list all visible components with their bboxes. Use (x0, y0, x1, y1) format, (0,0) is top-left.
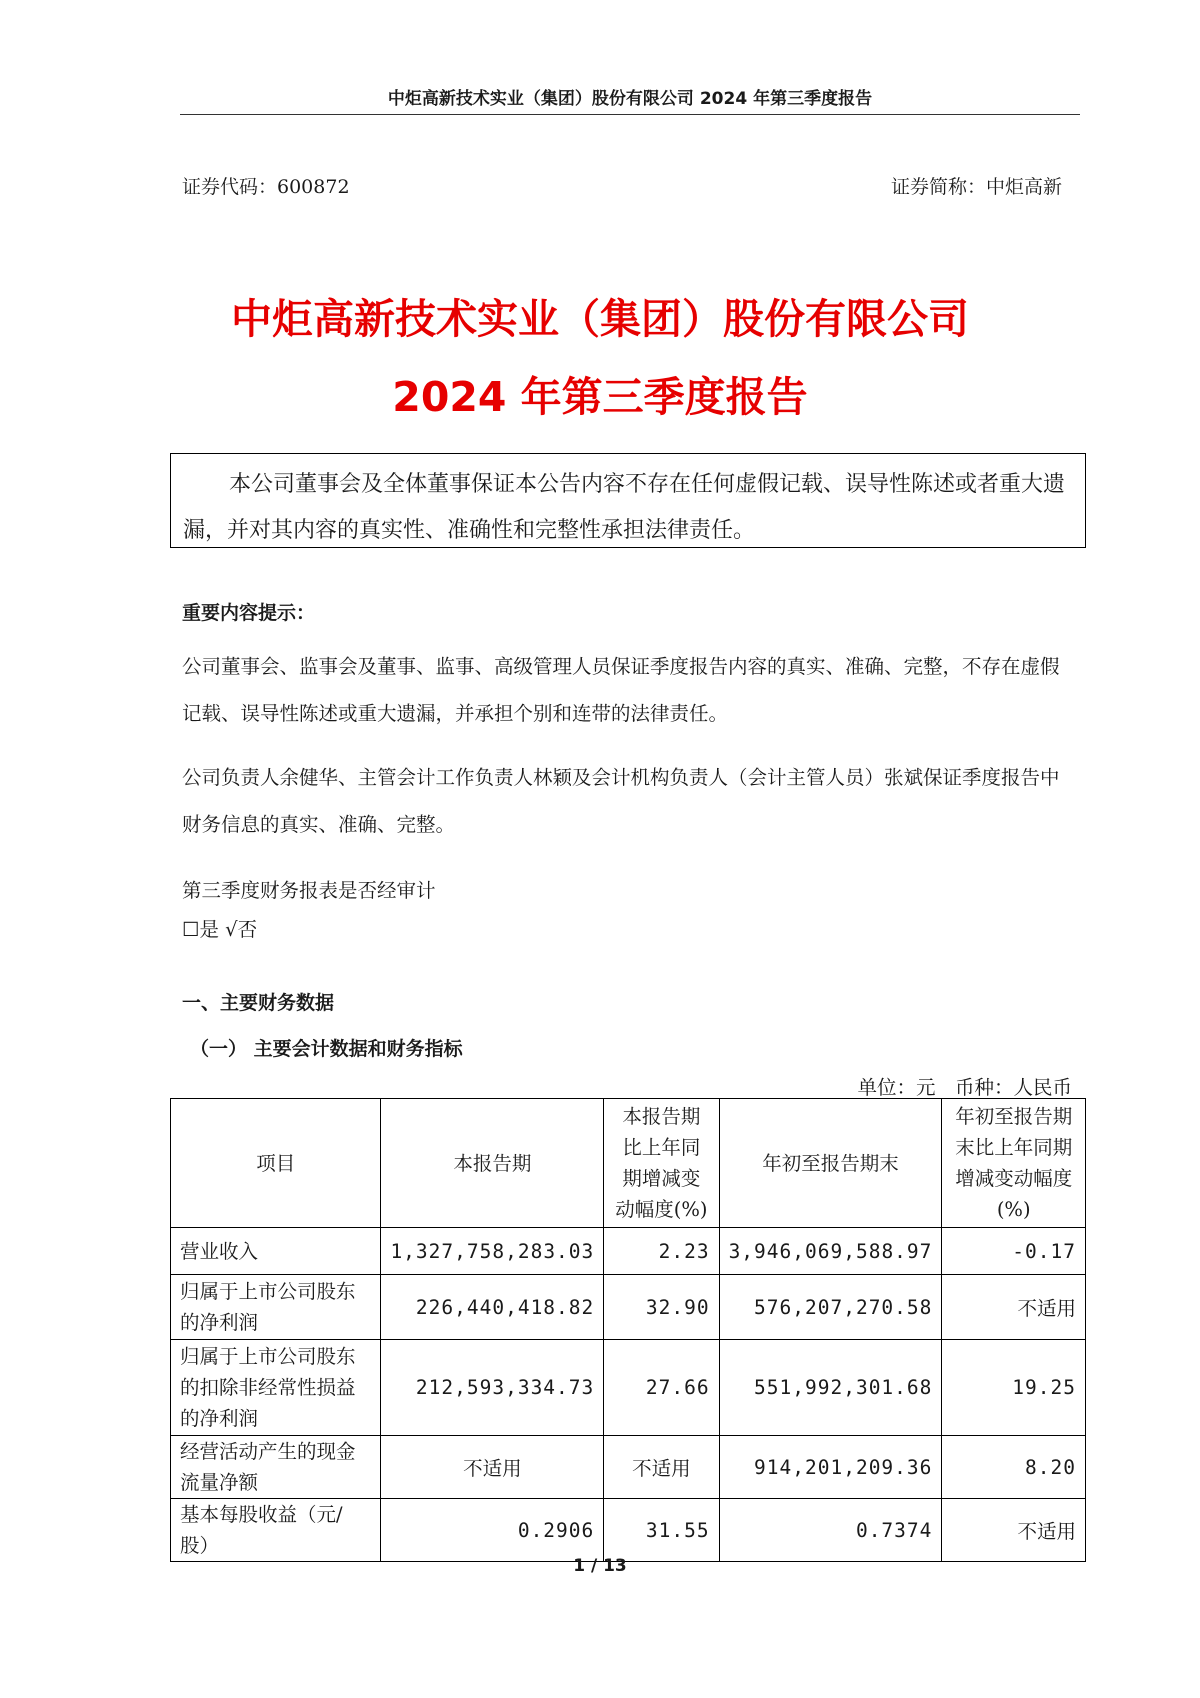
table-row (171, 1275, 1086, 1340)
current-period-value: 0.2906 (381, 1499, 604, 1562)
ytd-value: 0.7374 (719, 1499, 942, 1562)
security-abbreviation: 证券简称：中炬高新 (890, 176, 1062, 198)
table-row (171, 1499, 1086, 1562)
current-change-value: 27.66 (604, 1340, 719, 1436)
current-period-value: 1,327,758,283.03 (381, 1228, 604, 1275)
column-header-ytd: 年初至报告期末 (719, 1099, 942, 1228)
row-item: 归属于上市公司股东的扣除非经常性损益的净利润 (171, 1340, 381, 1436)
page-header: 中炬高新技术实业（集团）股份有限公司 2024 年第三季度报告 (180, 84, 1080, 115)
ytd-change-value: 8.20 (942, 1436, 1086, 1499)
row-item: 归属于上市公司股东的净利润 (171, 1275, 381, 1340)
page-number: 1 / 13 (573, 1556, 627, 1576)
table-row (171, 1228, 1086, 1275)
financial-data-table (170, 1098, 1086, 1562)
important-heading: 重要内容提示： (182, 602, 316, 624)
current-change-value: 31.55 (604, 1499, 719, 1562)
current-period-value: 226,440,418.82 (381, 1275, 604, 1340)
unit-currency-line: 单位：元 币种：人民币 (857, 1076, 1072, 1099)
table-row (171, 1436, 1086, 1499)
current-period-value: 212,593,334.73 (381, 1340, 604, 1436)
paragraph-responsible-persons: 公司负责人余健华、主管会计工作负责人林颖及会计机构负责人（会计主管人员）张斌保证季度报告中财务信息的真实、准确、完整。 (182, 766, 1060, 836)
column-header-current-change: 本报告期比上年同期增减变动幅度(%) (604, 1099, 719, 1228)
audit-question: 第三季度财务报表是否经审计 (182, 879, 436, 902)
ytd-value: 551,992,301.68 (719, 1340, 942, 1436)
ytd-change-value: 19.25 (942, 1340, 1086, 1436)
section-heading-financial-data: 一、主要财务数据 (182, 992, 335, 1014)
ytd-change-value: 不适用 (942, 1499, 1086, 1562)
column-header-item: 项目 (171, 1099, 381, 1228)
security-code: 证券代码：600872 (182, 176, 350, 198)
section-subheading-accounting-data: （一） 主要会计数据和财务指标 (190, 1038, 463, 1060)
report-title-line1: 中炬高新技术实业（集团）股份有限公司 (231, 295, 969, 343)
row-item: 基本每股收益（元/股） (171, 1499, 381, 1562)
row-item: 经营活动产生的现金流量净额 (171, 1436, 381, 1499)
ytd-change-value: 不适用 (942, 1275, 1086, 1340)
ytd-change-value: -0.17 (942, 1228, 1086, 1275)
row-item: 营业收入 (171, 1228, 381, 1275)
ytd-value: 914,201,209.36 (719, 1436, 942, 1499)
current-change-value: 32.90 (604, 1275, 719, 1340)
ytd-value: 576,207,270.58 (719, 1275, 942, 1340)
current-change-value: 2.23 (604, 1228, 719, 1275)
current-change-value: 不适用 (604, 1436, 719, 1499)
board-notice-box (170, 453, 1086, 548)
board-notice-text: 本公司董事会及全体董事保证本公告内容不存在任何虚假记载、误导性陈述或者重大遗漏，并对其内容的真实性、准确性和完整性承担法律责任。 (183, 472, 1066, 543)
column-header-ytd-change: 年初至报告期末比上年同期增减变动幅度(%) (942, 1099, 1086, 1228)
paragraph-guarantee: 公司董事会、监事会及董事、监事、高级管理人员保证季度报告内容的真实、准确、完整，不存在虚假记载、误导性陈述或重大遗漏，并承担个别和连带的法律责任。 (182, 655, 1060, 725)
table-header-row (171, 1099, 1086, 1228)
table-row (171, 1340, 1086, 1436)
ytd-value: 3,946,069,588.97 (719, 1228, 942, 1275)
current-period-value: 不适用 (381, 1436, 604, 1499)
security-info-row (182, 172, 1062, 199)
column-header-current-period: 本报告期 (381, 1099, 604, 1228)
report-title-line2: 2024 年第三季度报告 (392, 373, 808, 421)
audit-answer: ☐是 √否 (182, 918, 258, 941)
